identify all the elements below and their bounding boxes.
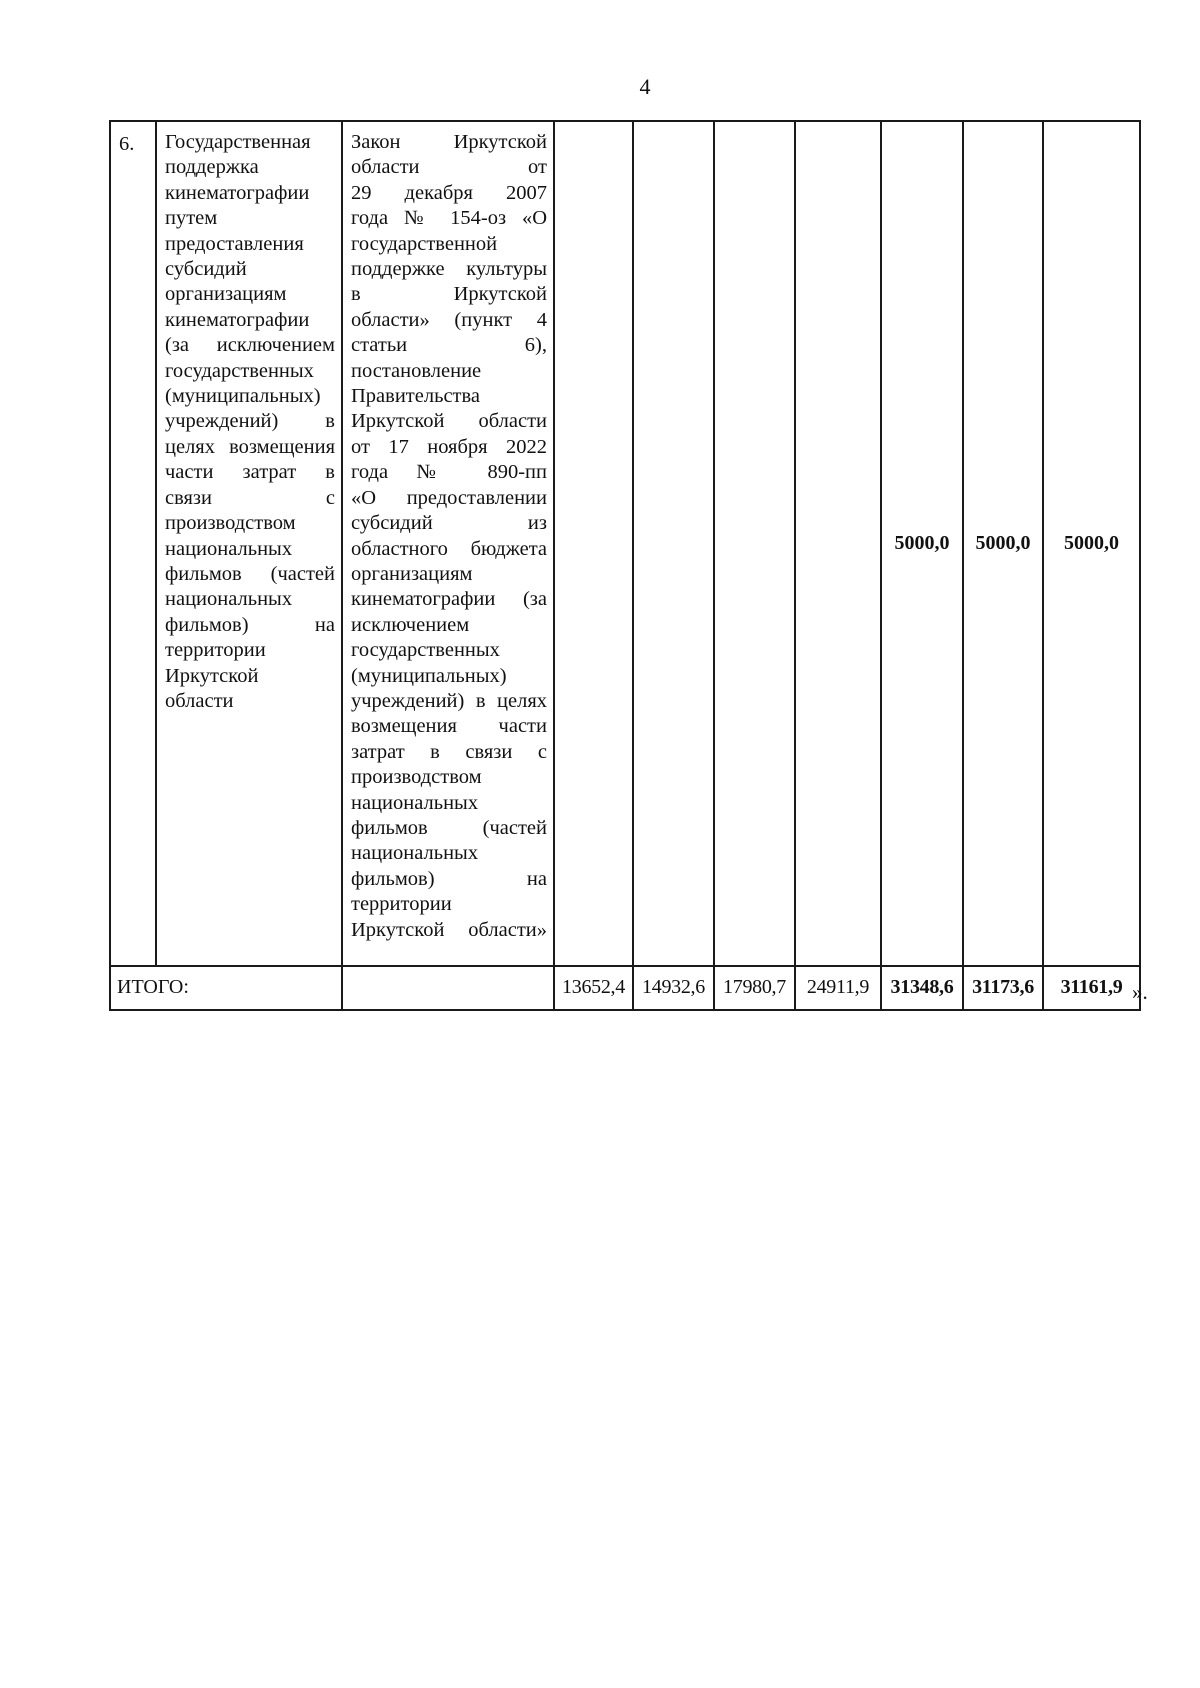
text-line: путем bbox=[165, 207, 218, 230]
text-line: производством bbox=[165, 512, 296, 535]
page-number: 4 bbox=[639, 74, 651, 99]
total-label: ИТОГО: bbox=[110, 966, 342, 1010]
total-value: 31348,6 bbox=[881, 966, 963, 1010]
text-line: национальных bbox=[351, 842, 479, 865]
text-line: области bbox=[165, 689, 234, 712]
text-line: национальных bbox=[165, 537, 293, 560]
text-line: кинематографии bbox=[165, 308, 310, 331]
text-line: затрат в связи с bbox=[351, 740, 547, 763]
total-value: 14932,6 bbox=[633, 966, 714, 1010]
total-value: 31173,6 bbox=[963, 966, 1043, 1010]
text-line: (муниципальных) bbox=[165, 385, 321, 408]
text-line: фильмов) на bbox=[351, 867, 547, 890]
text-line: областного бюджета bbox=[351, 537, 547, 560]
value-cell bbox=[714, 121, 795, 966]
text-line: области от bbox=[351, 156, 547, 179]
text-line: организациям bbox=[351, 562, 473, 585]
total-value: 13652,4 bbox=[554, 966, 633, 1010]
value-cell: 5000,0 bbox=[881, 121, 963, 966]
text-line: национальных bbox=[165, 588, 293, 611]
text-line: национальных bbox=[351, 791, 479, 814]
total-value: 17980,7 bbox=[714, 966, 795, 1010]
text-line: Закон Иркутской bbox=[351, 131, 547, 153]
text-line: кинематографии (за bbox=[351, 588, 547, 611]
empty-cell bbox=[342, 966, 554, 1010]
text-line: Иркутской bbox=[165, 664, 259, 687]
text-line: территории bbox=[165, 639, 266, 662]
total-row bbox=[110, 966, 1140, 1010]
text-line: субсидий из bbox=[351, 512, 547, 535]
text-line: поддержке культуры bbox=[351, 258, 547, 281]
text-line: статьи 6), bbox=[351, 334, 547, 357]
text-line: государственных bbox=[351, 639, 500, 662]
table-row bbox=[110, 121, 1140, 966]
text-line: постановление bbox=[351, 359, 482, 382]
total-value: 31161,9 bbox=[1043, 966, 1140, 1010]
text-line: учреждений) в bbox=[165, 410, 335, 433]
legal-basis bbox=[342, 121, 554, 966]
text-line: производством bbox=[351, 766, 482, 789]
text-line: Государственная bbox=[165, 131, 311, 153]
text-line: Иркутской области bbox=[351, 410, 547, 433]
text-line: (муниципальных) bbox=[351, 664, 507, 687]
text-line: государственных bbox=[165, 359, 314, 382]
text-line: возмещения части bbox=[351, 715, 547, 738]
text-line: «О предоставлении bbox=[351, 486, 547, 509]
text-line: учреждений) в целях bbox=[351, 689, 547, 712]
text-line: исключением bbox=[351, 613, 470, 636]
text-line: Иркутской области» bbox=[351, 918, 547, 941]
text-line: в Иркутской bbox=[351, 283, 547, 306]
text-line: государственной bbox=[351, 232, 498, 255]
text-line: предоставления bbox=[165, 232, 304, 255]
text-line: года № 154-оз «О bbox=[351, 207, 547, 230]
text-line: территории bbox=[351, 893, 452, 916]
text-line: года № 890-пп bbox=[351, 461, 547, 484]
row-number: 6. bbox=[110, 121, 156, 966]
value-cell: 5000,0 bbox=[1043, 121, 1140, 966]
text-line: кинематографии bbox=[165, 181, 310, 204]
text-line: 29 декабря 2007 bbox=[351, 181, 547, 204]
text-line: части затрат в bbox=[165, 461, 335, 484]
text-line: организациям bbox=[165, 283, 287, 306]
text-line: от 17 ноября 2022 bbox=[351, 435, 547, 458]
text-line: субсидий bbox=[165, 258, 247, 281]
text-line: поддержка bbox=[165, 156, 259, 179]
value-cell bbox=[633, 121, 714, 966]
text-line: Правительства bbox=[351, 385, 481, 408]
text-line: (за исключением bbox=[165, 334, 335, 357]
measure-description bbox=[156, 121, 342, 966]
value-cell bbox=[554, 121, 633, 966]
text-line: фильмов) на bbox=[165, 613, 335, 636]
budget-table bbox=[109, 120, 1141, 1011]
text-line: связи с bbox=[165, 486, 335, 509]
text-line: фильмов (частей bbox=[351, 816, 547, 839]
text-line: фильмов (частей bbox=[165, 562, 335, 585]
value-cell bbox=[795, 121, 881, 966]
closing-quote-mark: ». bbox=[1132, 980, 1148, 1004]
value-cell: 5000,0 bbox=[963, 121, 1043, 966]
text-line: целях возмещения bbox=[165, 435, 335, 458]
total-value: 24911,9 bbox=[795, 966, 881, 1010]
text-line: области» (пункт 4 bbox=[351, 308, 547, 331]
